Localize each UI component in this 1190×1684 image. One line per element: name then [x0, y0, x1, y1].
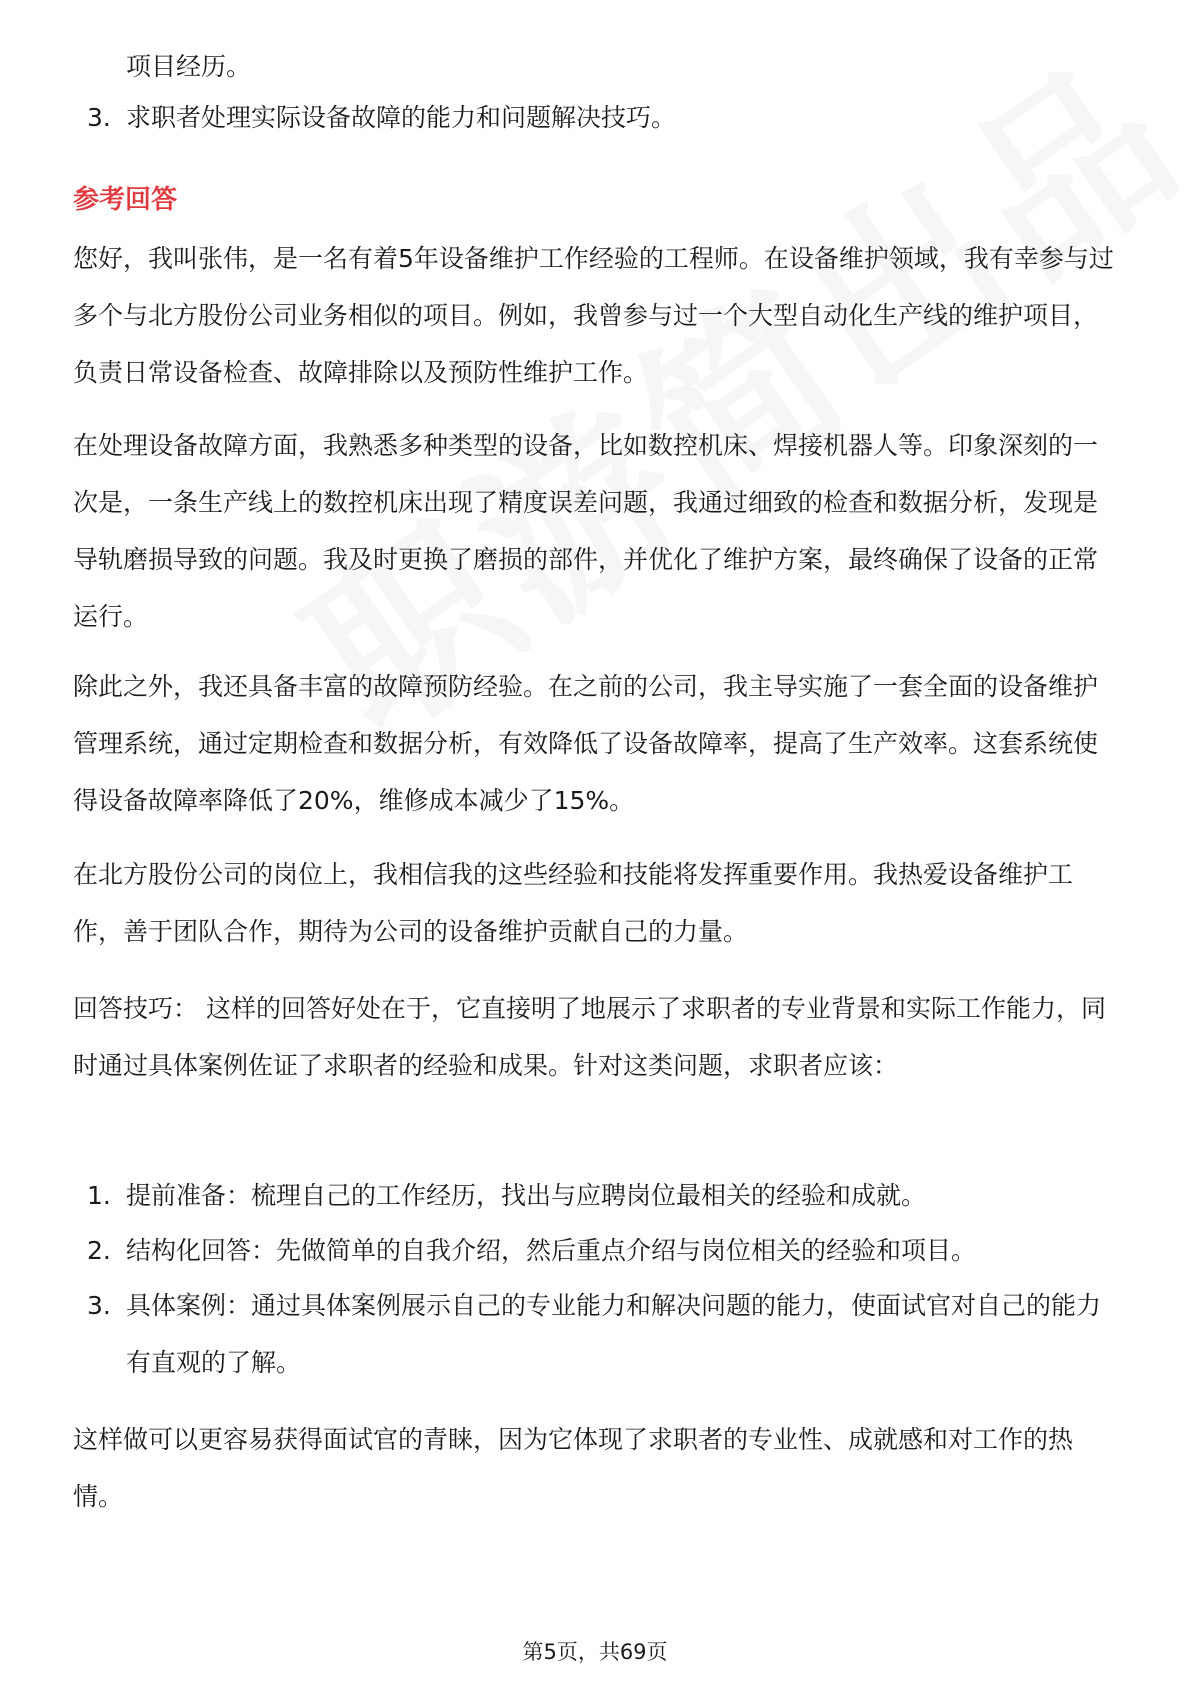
tips-list-item [73, 1277, 1118, 1391]
list-item-text: 求职者处理实际设备故障的能力和问题解决技巧。 [126, 103, 677, 132]
answer-paragraph-1: 您好，我叫张伟，是一名有着5年设备维护工作经验的工程师。在设备维护领域，我有幸参与过多个与北方股份公司业务相似的项目。例如，我曾参与过一个大型自动化生产线的维护项目，负责日常设备检查、故障排除以及预防性维护工作。 [73, 244, 1114, 387]
list-item-text: 结构化回答：先做简单的自我介绍，然后重点介绍与岗位相关的经验和项目。 [126, 1236, 977, 1265]
list-item [73, 89, 1118, 146]
tips-intro: 回答技巧： 这样的回答好处在于，它直接明了地展示了求职者的专业背景和实际工作能力，同时通过具体案例佐证了求职者的经验和成果。针对这类问题，求职者应该： [73, 994, 1106, 1080]
page-footer: 第5页，共69页 [522, 1640, 668, 1664]
list-item-text: 项目经历。 [126, 52, 252, 81]
list-item-continuation [73, 38, 1118, 95]
answer-paragraph-2: 在处理设备故障方面，我熟悉多种类型的设备，比如数控机床、焊接机器人等。印象深刻的一次是，一条生产线上的数控机床出现了精度误差问题，我通过细致的检查和数据分析，发现是导轨磨损导致的问题。我及时更换了磨损的部件，并优化了维护方案，最终确保了设备的正常运行。 [73, 431, 1099, 631]
tips-list-item [73, 1167, 1118, 1224]
list-number: 3. [87, 1291, 111, 1320]
answer-paragraph-3: 除此之外，我还具备丰富的故障预防经验。在之前的公司，我主导实施了一套全面的设备维护管理系统，通过定期检查和数据分析，有效降低了设备故障率，提高了生产效率。这套系统使得设备故障率降低了20%，维修成本减少了15%。 [73, 672, 1099, 815]
conclusion-paragraph: 这样做可以更容易获得面试官的青睐，因为它体现了求职者的专业性、成就感和对工作的热情。 [73, 1425, 1074, 1511]
list-number: 1. [87, 1181, 111, 1210]
list-item-text: 具体案例：通过具体案例展示自己的专业能力和解决问题的能力，使面试官对自己的能力有直观的了解。 [126, 1291, 1102, 1377]
list-number: 2. [87, 1236, 111, 1265]
section-heading: 参考回答 [73, 185, 178, 215]
tips-list-item [73, 1222, 1118, 1279]
list-item-text: 提前准备：梳理自己的工作经历，找出与应聘岗位最相关的经验和成就。 [126, 1181, 927, 1210]
answer-paragraph-4: 在北方股份公司的岗位上，我相信我的这些经验和技能将发挥重要作用。我热爱设备维护工作，善于团队合作，期待为公司的设备维护贡献自己的力量。 [73, 860, 1074, 946]
list-number: 3. [87, 103, 111, 132]
